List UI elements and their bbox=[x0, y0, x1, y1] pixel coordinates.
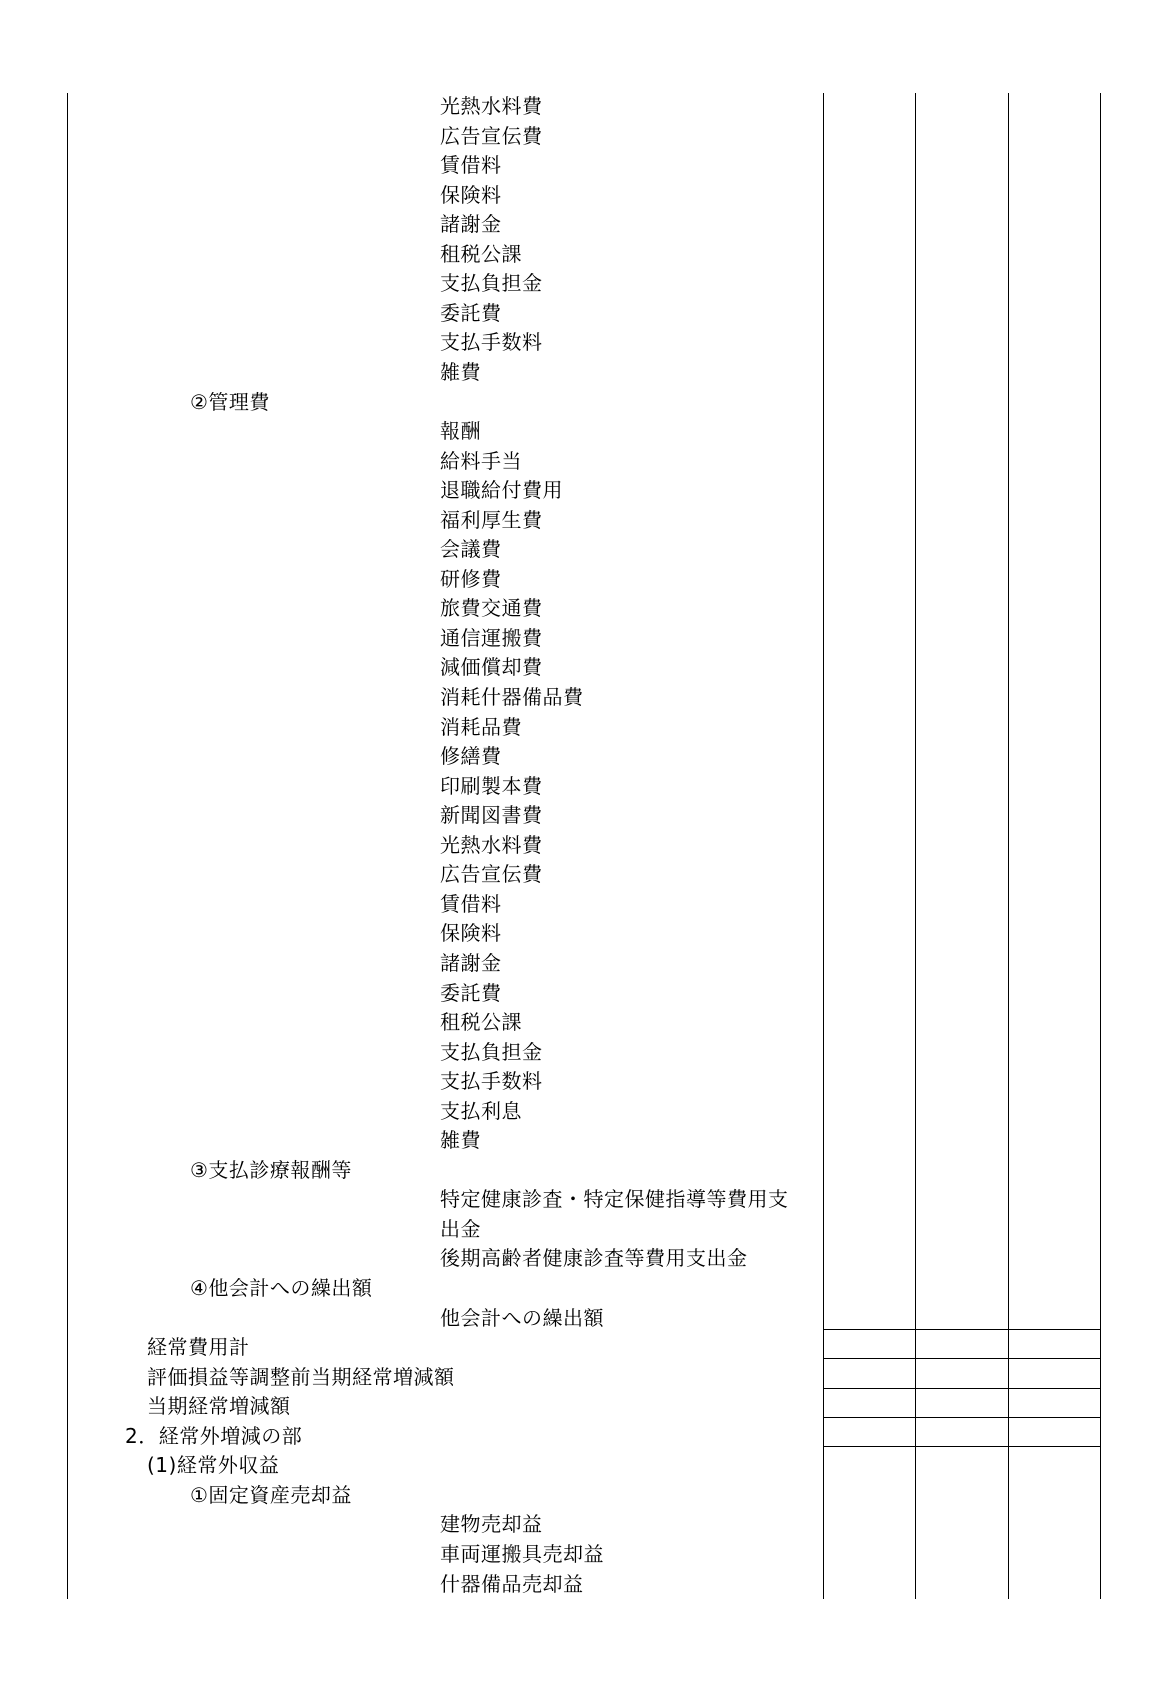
account-item-row: 支払手数料 bbox=[440, 1069, 543, 1093]
account-item-row: 光熱水料費 bbox=[440, 833, 543, 857]
account-item-row: (1)経常外収益 bbox=[147, 1453, 280, 1477]
account-item-row: 委託費 bbox=[440, 301, 502, 325]
table-column-divider-2 bbox=[915, 93, 916, 1599]
account-item-row: ③支払診療報酬等 bbox=[190, 1158, 352, 1182]
table-column-divider-1 bbox=[823, 93, 824, 1599]
account-item-row: 保険料 bbox=[440, 921, 502, 945]
account-item-row: 支払負担金 bbox=[440, 1040, 543, 1064]
account-item-row: 租税公課 bbox=[440, 1010, 522, 1034]
account-item-row: 修繕費 bbox=[440, 744, 502, 768]
account-item-row: 賃借料 bbox=[440, 153, 502, 177]
account-item-row: 通信運搬費 bbox=[440, 626, 543, 650]
account-item-row: 支払負担金 bbox=[440, 271, 543, 295]
account-item-row: 他会計への繰出額 bbox=[440, 1306, 604, 1330]
account-item-row: 旅費交通費 bbox=[440, 596, 543, 620]
account-item-row: 租税公課 bbox=[440, 242, 522, 266]
account-item-row: 減価償却費 bbox=[440, 655, 543, 679]
account-item-row: ④他会計への繰出額 bbox=[190, 1276, 373, 1300]
table-column-divider-3 bbox=[1008, 93, 1009, 1599]
account-item-row: 研修費 bbox=[440, 567, 502, 591]
account-item-row: 当期経常増減額 bbox=[147, 1394, 291, 1418]
account-item-row: 評価損益等調整前当期経常増減額 bbox=[147, 1365, 455, 1389]
account-item-row: 消耗品費 bbox=[440, 715, 522, 739]
table-right-border bbox=[1100, 93, 1101, 1599]
account-item-row: 支払利息 bbox=[440, 1099, 522, 1123]
subtotal-rule-2 bbox=[823, 1358, 1101, 1359]
account-item-row: 諸謝金 bbox=[440, 212, 502, 236]
account-item-row: 印刷製本費 bbox=[440, 774, 543, 798]
subtotal-rule-1 bbox=[823, 1329, 1101, 1330]
account-item-row: 特定健康診査・特定保健指導等費用支 bbox=[440, 1187, 789, 1211]
account-item-row: 建物売却益 bbox=[440, 1512, 543, 1536]
account-item-row: 会議費 bbox=[440, 537, 502, 561]
account-item-row: 退職給付費用 bbox=[440, 478, 563, 502]
account-item-row: 消耗什器備品費 bbox=[440, 685, 584, 709]
account-item-row: 新聞図書費 bbox=[440, 803, 543, 827]
account-item-row: 報酬 bbox=[440, 419, 481, 443]
account-item-row: 広告宣伝費 bbox=[440, 862, 543, 886]
account-item-row: ①固定資産売却益 bbox=[190, 1483, 352, 1507]
account-item-row: 2．経常外増減の部 bbox=[125, 1424, 303, 1448]
account-item-row: ②管理費 bbox=[190, 390, 270, 414]
account-item-row: 保険料 bbox=[440, 183, 502, 207]
table-left-border bbox=[67, 93, 68, 1599]
subtotal-rule-5 bbox=[823, 1446, 1101, 1447]
account-item-row: 後期高齢者健康診査等費用支出金 bbox=[440, 1246, 748, 1270]
account-item-row: 給料手当 bbox=[440, 449, 522, 473]
account-item-row: 雑費 bbox=[440, 1128, 481, 1152]
account-item-row: 車両運搬具売却益 bbox=[440, 1542, 604, 1566]
account-item-row: 支払手数料 bbox=[440, 330, 543, 354]
account-item-row: 広告宣伝費 bbox=[440, 124, 543, 148]
account-item-row: 光熱水料費 bbox=[440, 94, 543, 118]
account-item-row: 雑費 bbox=[440, 360, 481, 384]
subtotal-rule-3 bbox=[823, 1388, 1101, 1389]
account-item-row: 福利厚生費 bbox=[440, 508, 543, 532]
account-item-row: 賃借料 bbox=[440, 892, 502, 916]
account-item-row: 経常費用計 bbox=[147, 1335, 250, 1359]
subtotal-rule-4 bbox=[823, 1417, 1101, 1418]
account-item-row: 什器備品売却益 bbox=[440, 1572, 584, 1596]
account-item-row: 諸謝金 bbox=[440, 951, 502, 975]
account-item-row: 出金 bbox=[440, 1217, 481, 1241]
account-item-row: 委託費 bbox=[440, 981, 502, 1005]
